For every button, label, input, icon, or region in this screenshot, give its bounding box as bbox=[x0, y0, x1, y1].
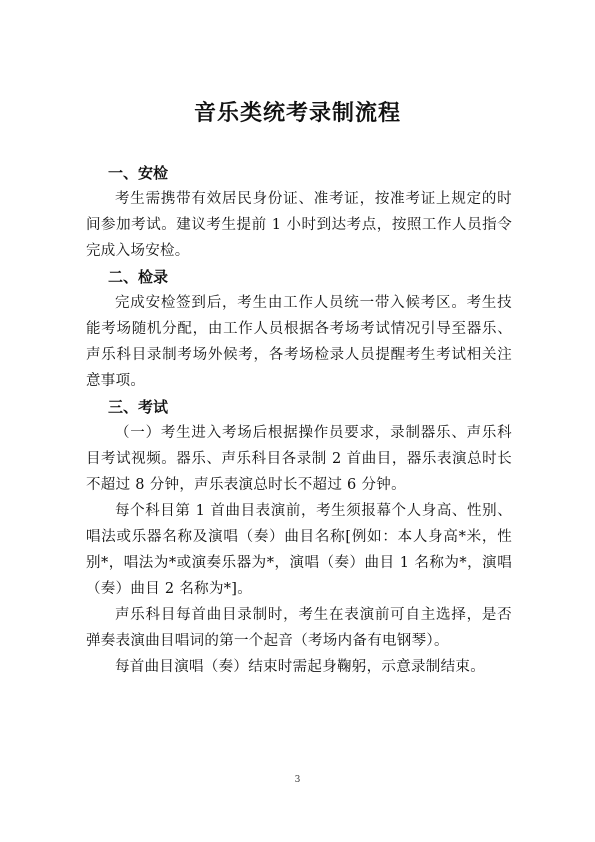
section-paragraph: 完成安检签到后，考生由工作人员统一带入候考区。考生技能考场随机分配，由工作人员根据各考场考试情况引导至器乐、声乐科目录制考场外候考，各考场检录人员提醒考生考试相关注意事项。 bbox=[86, 295, 512, 389]
section-security-check bbox=[86, 160, 512, 264]
page-number: 3 bbox=[294, 775, 301, 785]
section-paragraph: 每个科目第 1 首曲目表演前，考生须报幕个人身高、性别、唱法或乐器名称及演唱（奏）曲目名称[例如：本人身高*米，性别*，唱法为*或演奏乐器为*，演唱（奏）曲目 1 名称为*，演唱（奏）曲目 2 名称为*]。 bbox=[86, 503, 512, 597]
section-paragraph: 声乐科目每首曲目录制时，考生在表演前可自主选择，是否弹奏表演曲目唱词的第一个起音（考场内备有电钢琴）。 bbox=[86, 607, 512, 649]
section-paragraph: 考生需携带有效居民身份证、准考证，按准考证上规定的时间参加考试。建议考生提前 1 小时到达考点，按照工作人员指令完成入场安检。 bbox=[86, 191, 512, 259]
section-check-in bbox=[86, 264, 512, 394]
section-heading: 一、安检 bbox=[108, 164, 169, 182]
page-title: 音乐类统考录制流程 bbox=[193, 100, 401, 126]
document-body bbox=[86, 160, 512, 680]
section-paragraph: （一）考生进入考场后根据操作员要求，录制器乐、声乐科目考试视频。器乐、声乐科目各录制 2 首曲目，器乐表演总时长不超过 8 分钟，声乐表演总时长不超过 6 分钟。 bbox=[86, 425, 512, 493]
section-exam bbox=[86, 394, 512, 680]
section-heading: 三、考试 bbox=[108, 398, 169, 416]
section-heading: 二、检录 bbox=[108, 268, 169, 286]
section-paragraph: 每首曲目演唱（奏）结束时需起身鞠躬，示意录制结束。 bbox=[115, 659, 485, 675]
